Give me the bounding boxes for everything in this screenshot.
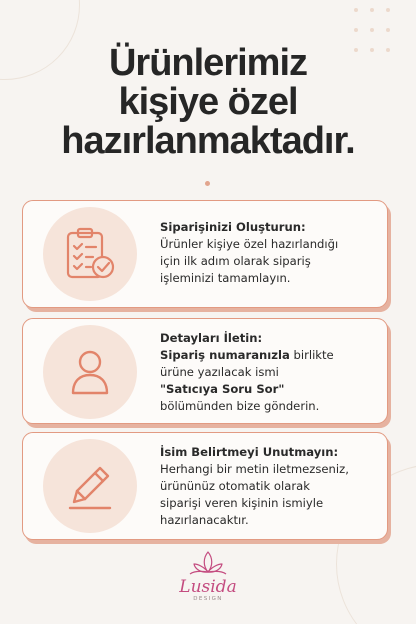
icon-circle [43,325,137,419]
step-line [160,347,382,364]
step-text [160,219,382,287]
step-line: işleminizi tamamlayın. [160,271,291,285]
step-line: ürüne yazılacak ismi [160,365,279,379]
step-line: hazırlanacaktır. [160,513,249,527]
headline-line: hazırlanmaktadır. [61,120,355,162]
step-title: İsim Belirtmeyi Unutmayın: [160,445,339,459]
pencil-icon [60,456,120,516]
step-text [160,330,382,415]
brand-logo [178,548,238,602]
step-line: için ilk adım olarak sipariş [160,254,311,268]
icon-circle [43,439,137,533]
lotus-icon [188,548,228,576]
user-icon [60,342,120,402]
step-line-rest: birlikte [289,348,334,362]
clipboard-checklist-icon [60,224,120,284]
step-line: ürününüz otomatik olarak [160,479,310,493]
step-card-name [22,432,388,540]
headline [0,44,416,161]
step-line: Ürünler kişiye özel hazırlandığı [160,237,339,251]
headline-line: Ürünlerimiz [108,42,308,84]
headline-line: kişiye özel [118,81,298,123]
step-title: Detayları İletin: [160,331,263,345]
step-card-order [22,200,388,308]
brand-name: Lusida [179,577,237,597]
step-line: siparişi veren kişinin ismiyle [160,496,324,510]
step-card-details [22,318,388,424]
step-text [160,444,382,529]
brand-subtitle: DESIGN [193,596,223,602]
step-line: Herhangi bir metin iletmezseniz, [160,462,349,476]
step-line: bölümünden bize gönderin. [160,399,320,413]
step-title: Siparişinizi Oluşturun: [160,220,306,234]
ask-seller-emphasis: "Satıcıya Soru Sor" [160,382,285,396]
icon-circle [43,207,137,301]
separator-dot [205,181,210,186]
order-number-emphasis: Sipariş numaranızla [160,348,290,362]
step-line [160,381,382,398]
